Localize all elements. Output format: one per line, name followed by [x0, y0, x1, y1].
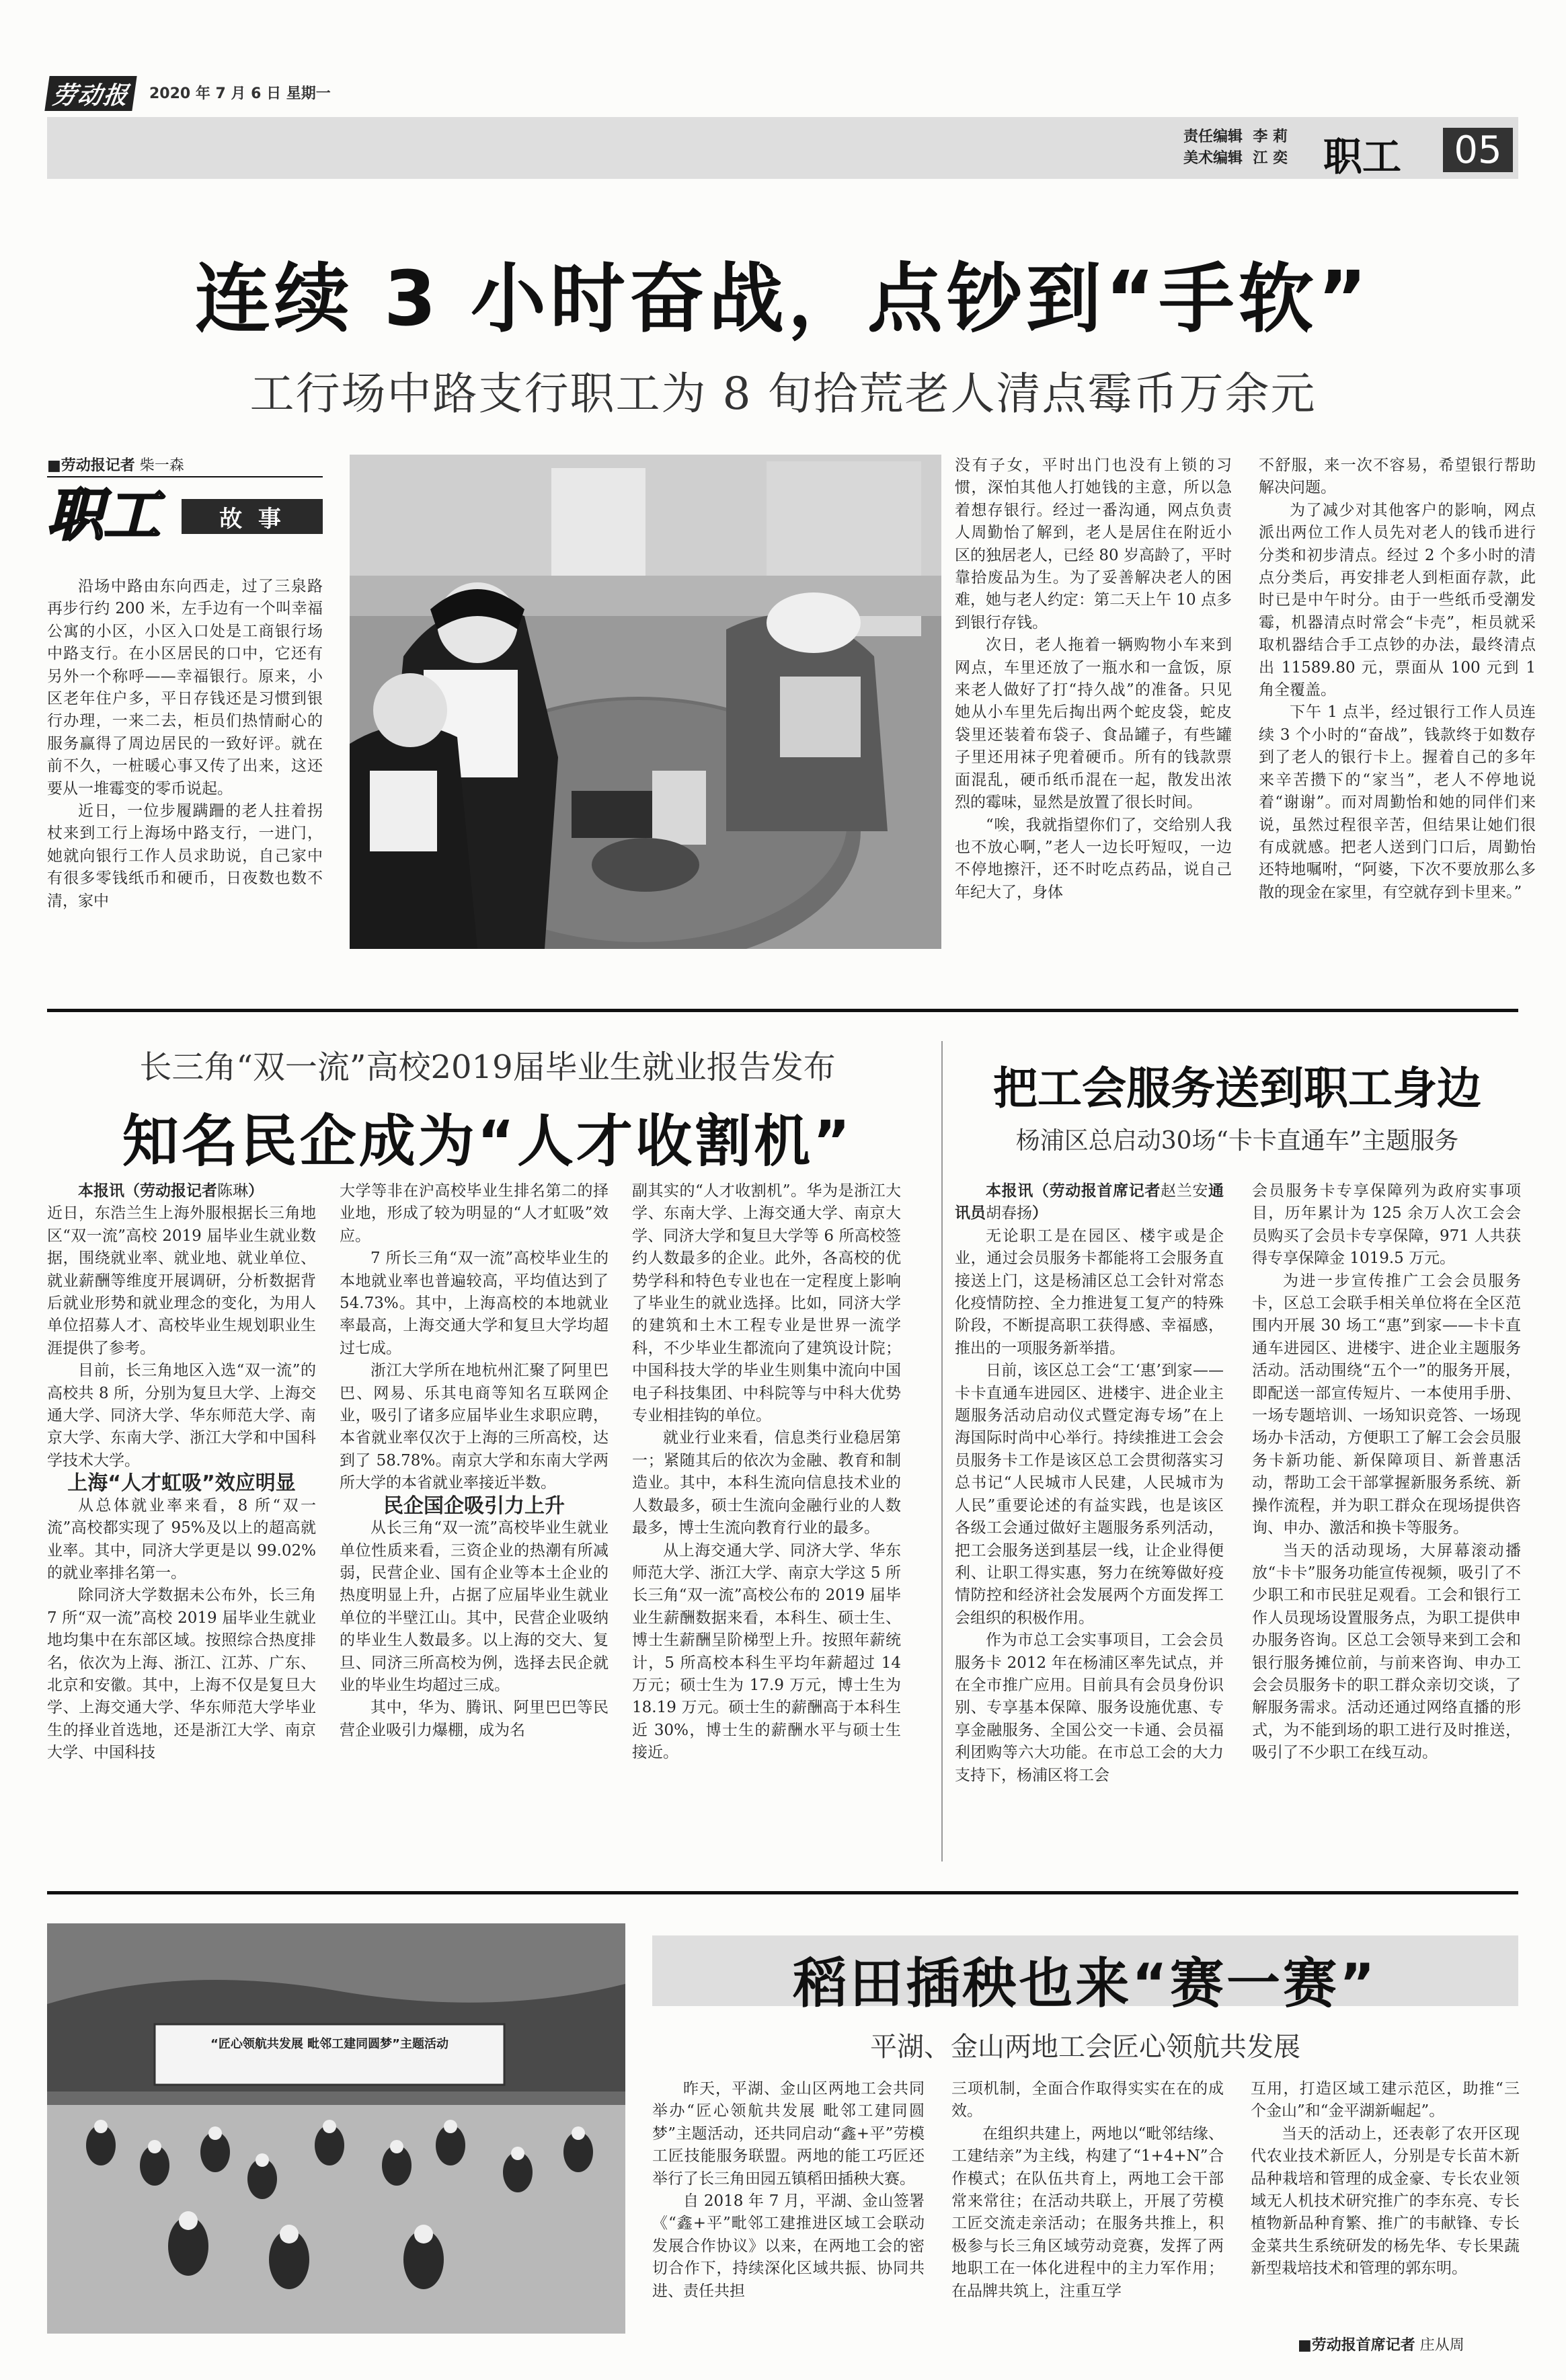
paragraph: 就业行业来看，信息类行业稳居第一；紧随其后的依次为金融、教育和制造业。其中，本科生流向信息技术业的人数最多，硕士生流向金融行业的人数最多，博士生流向教育行业的最多。 [632, 1429, 901, 1537]
lead-byline: ■劳动报记者 柴一森 [47, 457, 184, 474]
paragraph: 当天的活动上，还表彰了农开区现代农业技术新匠人，分别是专长苗木新品种栽培和管理的成金豪、专长农业领域无人机技术研究推广的李东亮、专长植物新品种育繁、推广的韦献锋、专长金菜共生系统研发的杨先华、专长果蔬新型栽培技术和管理的郭东明。 [1251, 2124, 1520, 2278]
bottom-column-3 [1251, 2078, 1520, 2347]
paragraph: 自 2018 年 7 月，平湖、金山签署《“鑫+平”毗邻工建推进区域工会联动发展合作协议》以来，在两地工会的密切合作下，持续深化区域共振、协同共进、责任共担 [652, 2192, 925, 2300]
paragraph: 从总体就业率来看，8 所“双一流”高校都实现了 95%及以上的超高就业率。其中，同济大学更是以 99.02%的就业率排名第一。 [47, 1496, 316, 1582]
bottom-headline: 稻田插秧也来“赛一赛” [793, 1952, 1378, 2015]
paragraph: 除同济大学数据未公布外，长三角 7 所“双一流”高校 2019 届毕业生就业地均集中在东部区域。按照综合热度排名，依次为上海、浙江、江苏、广东、北京和安徽。其中，上海不仅是复旦大学、上海交通大学、华东师范大学毕业生的择业首选地，还是浙江大学、南京大学、中国科技 [47, 1586, 316, 1762]
column-divider [941, 1041, 943, 1861]
paragraph: 会员服务卡专享保障列为政府实事项目，历年累计为 125 余万人次工会会员购买了会员卡专享保障，971 人共获得专享保障金 1019.5 万元。 [1252, 1182, 1521, 1268]
column-badge-label: 故 事 [182, 499, 323, 534]
column-badge-title: 职工 [47, 482, 161, 548]
left-headline: 知名民企成为“人才收割机” [122, 1108, 853, 1174]
lead-headline: 连续 3 小时奋战，点钞到“手软” [194, 256, 1372, 343]
bottom-column-1 [652, 2078, 925, 2347]
paragraph: 昨天，平湖、金山区两地工会共同举办“匠心领航共发展 毗邻工建同圆梦”主题活动，还共同启动“鑫+平”劳模工匠技能服务联盟。两地的能工巧匠还举行了长三角田园五镇稻田插秧大赛。 [652, 2080, 925, 2188]
bottom-column-2 [951, 2078, 1224, 2347]
section-divider-1 [47, 1009, 1518, 1012]
paragraph: 不舒服，来一次不容易，希望银行帮助解决问题。 [1259, 457, 1536, 497]
column-badge [47, 483, 323, 547]
story-byline: 本报讯（劳动报记者陈琳） [78, 1182, 264, 1200]
bottom-photo [47, 1923, 625, 2334]
section-subhead: 上海“人才虹吸”效应明显 [67, 1471, 296, 1496]
paragraph: 近日，一位步履蹒跚的老人拄着拐杖来到工行上海场中路支行，一进门，她就向银行工作人员求助说，自己家中有很多零钱纸币和硬币，日夜数也数不清，家中 [47, 802, 323, 910]
paragraph: “唉，我就指望你们了，交给别人我也不放心啊，”老人一边长吁短叹，一边不停地擦汗，还不时吃点药品，说自己年纪大了，身体 [955, 816, 1232, 901]
paragraph: 三项机制，全面合作取得实实在在的成效。 [951, 2080, 1224, 2120]
paragraph: 从上海交通大学、同济大学、华东师范大学、浙江大学、南京大学这 5 所长三角“双一流”高校公布的 2019 届毕业生薪酬数据来看，本科生、硕士生、博士生薪酬呈阶梯型上升。按照年薪统计，5 所高校本科生平均年薪超过 14 万元；硕士生为 17.9 万元，博士生为 18.19 万元。硕士生的薪酬高于本科生近 30%，博士生的薪酬水平与硕士生接近。 [632, 1541, 901, 1762]
right-column-1 [955, 1180, 1224, 1859]
paragraph: 没有子女，平时出门也没有上锁的习惯，深怕其他人打她钱的主意，所以急着想存银行。经过一番沟通，网点负责人周勤怡了解到，老人是居住在附近小区的独居老人，已经 80 岁高龄了，平时靠拾废品为生。为了妥善解决老人的困难，她与老人约定：第二天上午 10 点多到银行存钱。 [955, 457, 1232, 631]
story-byline: 本报讯（劳动报首席记者赵兰安通讯员胡春扬） [955, 1182, 1224, 1223]
right-subheadline: 杨浦区总启动30场“卡卡直通车”主题服务 [1015, 1127, 1459, 1155]
photo-banner-text: “匠心领航共发展 毗邻工建同圆梦”主题活动 [210, 2037, 448, 2051]
paragraph: 次日，老人拖着一辆购物小车来到网点，车里还放了一瓶水和一盒饭，原来老人做好了打“持久战”的准备。只见她从小车里先后掏出两个蛇皮袋，蛇皮袋里还装着布袋子、食品罐子，有些罐子里还用袜子兜着硬币。所有的钱款票面混乱，硬币纸币混在一起，散发出浓烈的霉味，显然是放置了很长时间。 [955, 636, 1232, 812]
paragraph: 日前，该区总工会“工‘惠’到家——卡卡直通车进园区、进楼宇、进企业主题服务活动启动仪式暨定海专场”在上海国际时尚中心举行。持续推进工会会员服务卡工作是该区总工会贯彻落实习总书记“人民城市人民建，人民城市为人民”重要论述的有益实践，也是该区各级工会通过做好主题服务系列活动，把工会服务送到基层一线，让企业得便利、让职工得实惠，努力在统筹做好疫情防控和经济社会发展两个方面发挥工会组织的积极作用。 [955, 1362, 1224, 1627]
lead-subheadline: 工行场中路支行职工为 8 旬拾荒老人清点霉币万余元 [249, 368, 1317, 420]
rice-planting-photo [47, 1923, 625, 2334]
paragraph: 副其实的“人才收割机”。华为是浙江大学、东南大学、上海交通大学、南京大学、同济大学和复旦大学等 6 所高校签约人数最多的企业。此外，各高校的优势学科和特色专业也在一定程度上影响了毕业生的就业选择。比如，同济大学的建筑和土木工程专业是世界一流学科，不少毕业生都流向了建筑设计院；中国科技大学的毕业生则集中流向中国电子科技集团、中科院等与中科大优势专业相挂钩的单位。 [632, 1182, 901, 1425]
section-subhead: 民企国企吸引力上升 [383, 1494, 565, 1518]
paragraph: 无论职工是在园区、楼宇或是企业，通过会员服务卡都能将工会服务直接送上门，这是杨浦区总工会针对常态化疫情防控、全力推进复工复产的特殊阶段，不断提高职工获得感、幸福感，推出的一项服务新举措。 [955, 1227, 1224, 1357]
paragraph: 沿场中路由东向西走，过了三泉路再步行约 200 米，左手边有一个叫幸福公寓的小区，小区入口处是工商银行场中路支行。在小区居民的口中，它还有另外一个称呼——幸福银行。原来，小区老年住户多，平日存钱还是习惯到银行办理，一来二去，柜员们热情耐心的服务赢得了周边居民的一致好评。就在前不久，一桩暖心事又传了出来，这还要从一堆霉变的零币说起。 [47, 578, 323, 798]
page-number: 05 [1443, 128, 1513, 172]
bottom-subheadline: 平湖、金山两地工会匠心领航共发展 [870, 2032, 1300, 2063]
paragraph: 互用，打造区域工建示范区，助推“三个金山”和“金平湖新崛起”。 [1251, 2080, 1520, 2120]
paragraph: 浙江大学所在地杭州汇聚了阿里巴巴、网易、乐其电商等知名互联网企业，吸引了诸多应届毕业生求职应聘，本省就业率仅次于上海的三所高校，达到了 58.78%。南京大学和东南大学两所大学的本省就业率接近半数。 [340, 1362, 609, 1492]
paragraph: 目前，长三角地区入选“双一流”的高校共 8 所，分别为复旦大学、上海交通大学、同济大学、华东师范大学、南京大学、东南大学、浙江大学和中国科学技术大学。 [47, 1362, 316, 1469]
paragraph: 近日，东浩兰生上海外服根据长三角地区“双一流”高校 2019 届毕业生就业数据，围绕就业率、就业地、就业单位、就业薪酬等维度开展调研，分析数据背后就业形势和就业理念的变化，为用人单位招募人才、高校毕业生规划职业生涯提供了参考。 [47, 1204, 316, 1357]
byline-rule [47, 476, 323, 477]
section-divider-2 [47, 1891, 1518, 1894]
left-column-3 [632, 1180, 901, 1859]
paragraph: 作为市总工会实事项目，工会会员服务卡 2012 年在杨浦区率先试点，并在全市推广应用。目前具有会员身份识别、专享基本保障、服务设施优惠、专享金融服务、全国公交一卡通、会员福利团购等六大功能。在市总工会的大力支持下，杨浦区将工会 [955, 1632, 1224, 1784]
bank-counter-photo [350, 455, 941, 949]
lead-column-3 [1259, 455, 1536, 952]
issue-date: 2020 年 7 月 6 日 星期一 [149, 85, 331, 102]
bottom-byline: ■劳动报首席记者 庄从周 [1298, 2337, 1464, 2354]
paragraph: 从长三角“双一流”高校毕业生就业单位性质来看，三资企业的热潮有所减弱，民营企业、国有企业等本土企业的热度明显上升，占据了应届毕业生就业单位的半壁江山。其中，民营企业吸纳的毕业生人数最多。以上海的交大、复旦、同济三所高校为例，选择去民企就业的毕业生均超过三成。 [340, 1519, 609, 1694]
editor-credits: 责任编辑 李 莉 美术编辑 江 奕 [1183, 128, 1288, 167]
lead-column-1 [47, 576, 323, 952]
paragraph: 当天的活动现场，大屏幕滚动播放“卡卡”服务功能宣传视频，吸引了不少职工和市民驻足观看。工会和银行工作人员现场设置服务点，为职工提供申办服务咨询。区总工会领导来到工会和银行服务摊位前，与前来咨询、申办工会会员服务卡的职工群众亲切交谈，了解服务需求。活动还通过网络直播的形式，为不能到场的职工进行及时推送，吸引了不少职工在线互动。 [1252, 1541, 1521, 1762]
left-kicker: 长三角“双一流”高校2019届毕业生就业报告发布 [139, 1048, 836, 1086]
left-column-1 [47, 1180, 316, 1859]
lead-column-2 [955, 455, 1232, 952]
right-column-2 [1252, 1180, 1521, 1859]
masthead-band [47, 117, 1518, 179]
paragraph: 在组织共建上，两地以“毗邻结缘、工建结亲”为主线，构建了“1+4+N”合作模式；在队伍共育上，两地工会干部常来常往；在活动共联上，开展了劳模工匠交流走亲活动；在服务共推上，积极参与长三角区域劳动竞赛，发挥了两地职工在一体化进程中的主力军作用；在品牌共筑上，注重互学 [951, 2124, 1224, 2300]
paragraph: 为进一步宣传推广工会会员服务卡，区总工会联手相关单位将在全区范围内开展 30 场工“惠”到家——卡卡直通车进园区、进楼宇、进企业主题服务活动。活动围绕“五个一”的服务开展，即配送一部宣传短片、一本使用手册、一场专题培训、一场知识竞答、一场现场办卡活动，方便职工了解工会会员服务卡新功能、新保障项目、新普惠活动，帮助工会干部掌握新服务系统、新操作流程，并为职工群众在现场提供咨询、申办、激活和换卡等服务。 [1252, 1272, 1521, 1537]
paragraph: 下午 1 点半，经过银行工作人员连续 3 个小时的“奋战”，钱款终于如数存到了老人的银行卡上。握着自己的多年来辛苦攒下的“家当”，老人不停地说着“谢谢”。而对周勤怡和她的同伴们来说，虽然过程很辛苦，但结果让她们很有成就感。把老人送到门口后，周勤怡还特地嘱咐，“阿婆，下次不要放那么多散的现金在家里，有空就存到卡里来。” [1259, 703, 1536, 901]
lead-photo [350, 455, 941, 949]
paragraph: 7 所长三角“双一流”高校毕业生的本地就业率也普遍较高，平均值达到了 54.73%。其中，上海高校的本地就业率最高，上海交通大学和复旦大学均超过七成。 [340, 1250, 609, 1357]
newspaper-logo: 劳动报 [44, 76, 136, 111]
section-name: 职工 [1323, 134, 1402, 180]
paragraph: 大学等非在沪高校毕业生排名第二的择业地，形成了较为明显的“人才虹吸”效应。 [340, 1182, 609, 1245]
left-column-2 [340, 1180, 609, 1859]
right-headline: 把工会服务送到职工身边 [993, 1063, 1481, 1114]
paragraph: 其中，华为、腾讯、阿里巴巴等民营企业吸引力爆棚，成为名 [340, 1699, 609, 1739]
paragraph: 为了减少对其他客户的影响，网点派出两位工作人员先对老人的钱币进行分类和初步清点。经过 2 个多小时的清点分类后，再安排老人到柜面存款，此时已是中午时分。由于一些纸币受潮发霉，机器清点时常会“卡壳”，柜员就采取机器结合手工点钞的办法，最终清点出 11589.80 元，票面从 100 元到 1 角全覆盖。 [1259, 501, 1536, 699]
